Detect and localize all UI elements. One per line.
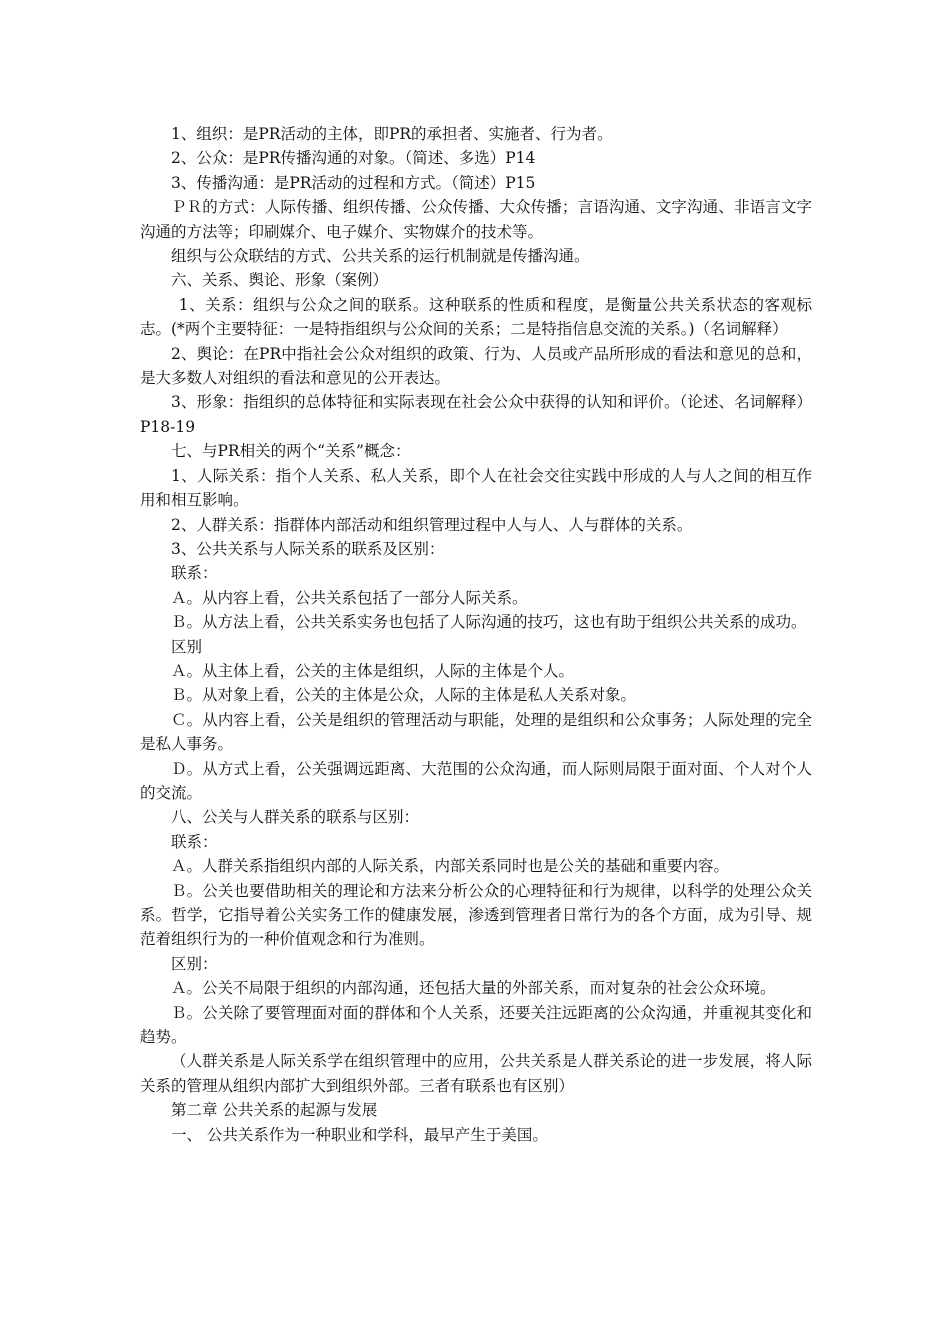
paragraph: 联系： bbox=[171, 832, 218, 851]
paragraph: 一、 公共关系作为一种职业和学科，最早产生于美国。 bbox=[171, 1125, 548, 1144]
paragraph: 3、形象：指组织的总体特征和实际表现在社会公众中获得的认知和评价。（论述、名词解释）P18-19 bbox=[140, 393, 812, 436]
paragraph: 区别 bbox=[171, 637, 203, 656]
paragraph: Ｂ。从对象上看，公关的主体是公众，人际的主体是私人关系对象。 bbox=[171, 686, 637, 705]
paragraph: Ａ。从主体上看，公关的主体是组织，人际的主体是个人。 bbox=[171, 661, 575, 680]
paragraph: 2、公众：是PR传播沟通的对象。（简述、多选）P14 bbox=[171, 149, 536, 168]
paragraph: 1、人际关系：指个人关系、私人关系，即个人在社会交往实践中形成的人与人之间的相互作用和相互影响。 bbox=[140, 466, 812, 510]
paragraph: 1、关系：组织与公众之间的联系。这种联系的性质和程度，是衡量公共关系状态的客观标志。(*两个主要特征：一是特指组织与公众间的关系；二是特指信息交流的关系。)（名词解释） bbox=[140, 295, 812, 339]
paragraph: 联系： bbox=[171, 564, 218, 583]
paragraph: Ｂ。公关除了要管理面对面的群体和个人关系，还要关注远距离的公众沟通，并重视其变化和趋势。 bbox=[140, 1003, 812, 1047]
paragraph: Ｃ。从内容上看，公关是组织的管理活动与职能，处理的是组织和公众事务；人际处理的完全是私人事务。 bbox=[140, 710, 812, 754]
section-heading: 七、与PR相关的两个“关系”概念： bbox=[171, 442, 411, 461]
paragraph: 组织与公众联结的方式、公共关系的运行机制就是传播沟通。 bbox=[171, 247, 590, 266]
paragraph: Ｂ。公关也要借助相关的理论和方法来分析公众的心理特征和行为规律，以科学的处理公众关系。哲学，它指导着公关实务工作的健康发展，渗透到管理者日常行为的各个方面，成为引导、规范着组织行为的一种价值观念和行为准则。 bbox=[140, 881, 812, 949]
paragraph: 2、舆论：在PR中指社会公众对组织的政策、行为、人员或产品所形成的看法和意见的总和，是大多数人对组织的看法和意见的公开表达。 bbox=[140, 344, 812, 388]
paragraph: 1、组织：是PR活动的主体，即PR的承担者、实施者、行为者。 bbox=[171, 125, 613, 143]
section-heading: 六、关系、舆论、形象（案例） bbox=[171, 271, 389, 290]
paragraph: （人群关系是人际关系学在组织管理中的应用，公共关系是人群关系论的进一步发展，将人际关系的管理从组织内部扩大到组织外部。三者有联系也有区别） bbox=[140, 1052, 812, 1095]
paragraph: Ｄ。从方式上看，公关强调远距离、大范围的公众沟通，而人际则局限于面对面、个人对个人的交流。 bbox=[140, 759, 812, 802]
paragraph: Ａ。从内容上看，公共关系包括了一部分人际关系。 bbox=[171, 588, 528, 607]
paragraph: 3、公共关系与人际关系的联系及区别： bbox=[171, 539, 445, 558]
section-heading: 八、公关与人群关系的联系与区别： bbox=[171, 808, 420, 827]
paragraph: Ａ。人群关系指组织内部的人际关系，内部关系同时也是公关的基础和重要内容。 bbox=[171, 857, 730, 876]
paragraph: 区别： bbox=[171, 954, 218, 973]
document-body bbox=[140, 122, 812, 1147]
paragraph: ＰＲ的方式：人际传播、组织传播、公众传播、大众传播；言语沟通、文字沟通、非语言文字沟通的方法等；印刷媒介、电子媒介、实物媒介的技术等。 bbox=[140, 198, 812, 241]
paragraph: Ａ。公关不局限于组织的内部沟通，还包括大量的外部关系，而对复杂的社会公众环境。 bbox=[171, 979, 776, 998]
paragraph: 3、传播沟通：是PR活动的过程和方式。（简述）P15 bbox=[171, 173, 536, 192]
chapter-heading: 第二章 公共关系的起源与发展 bbox=[171, 1101, 378, 1120]
paragraph: 2、人群关系：指群体内部活动和组织管理过程中人与人、人与群体的关系。 bbox=[171, 515, 693, 534]
paragraph: Ｂ。从方法上看，公共关系实务也包括了人际沟通的技巧，这也有助于组织公共关系的成功。 bbox=[171, 613, 807, 632]
